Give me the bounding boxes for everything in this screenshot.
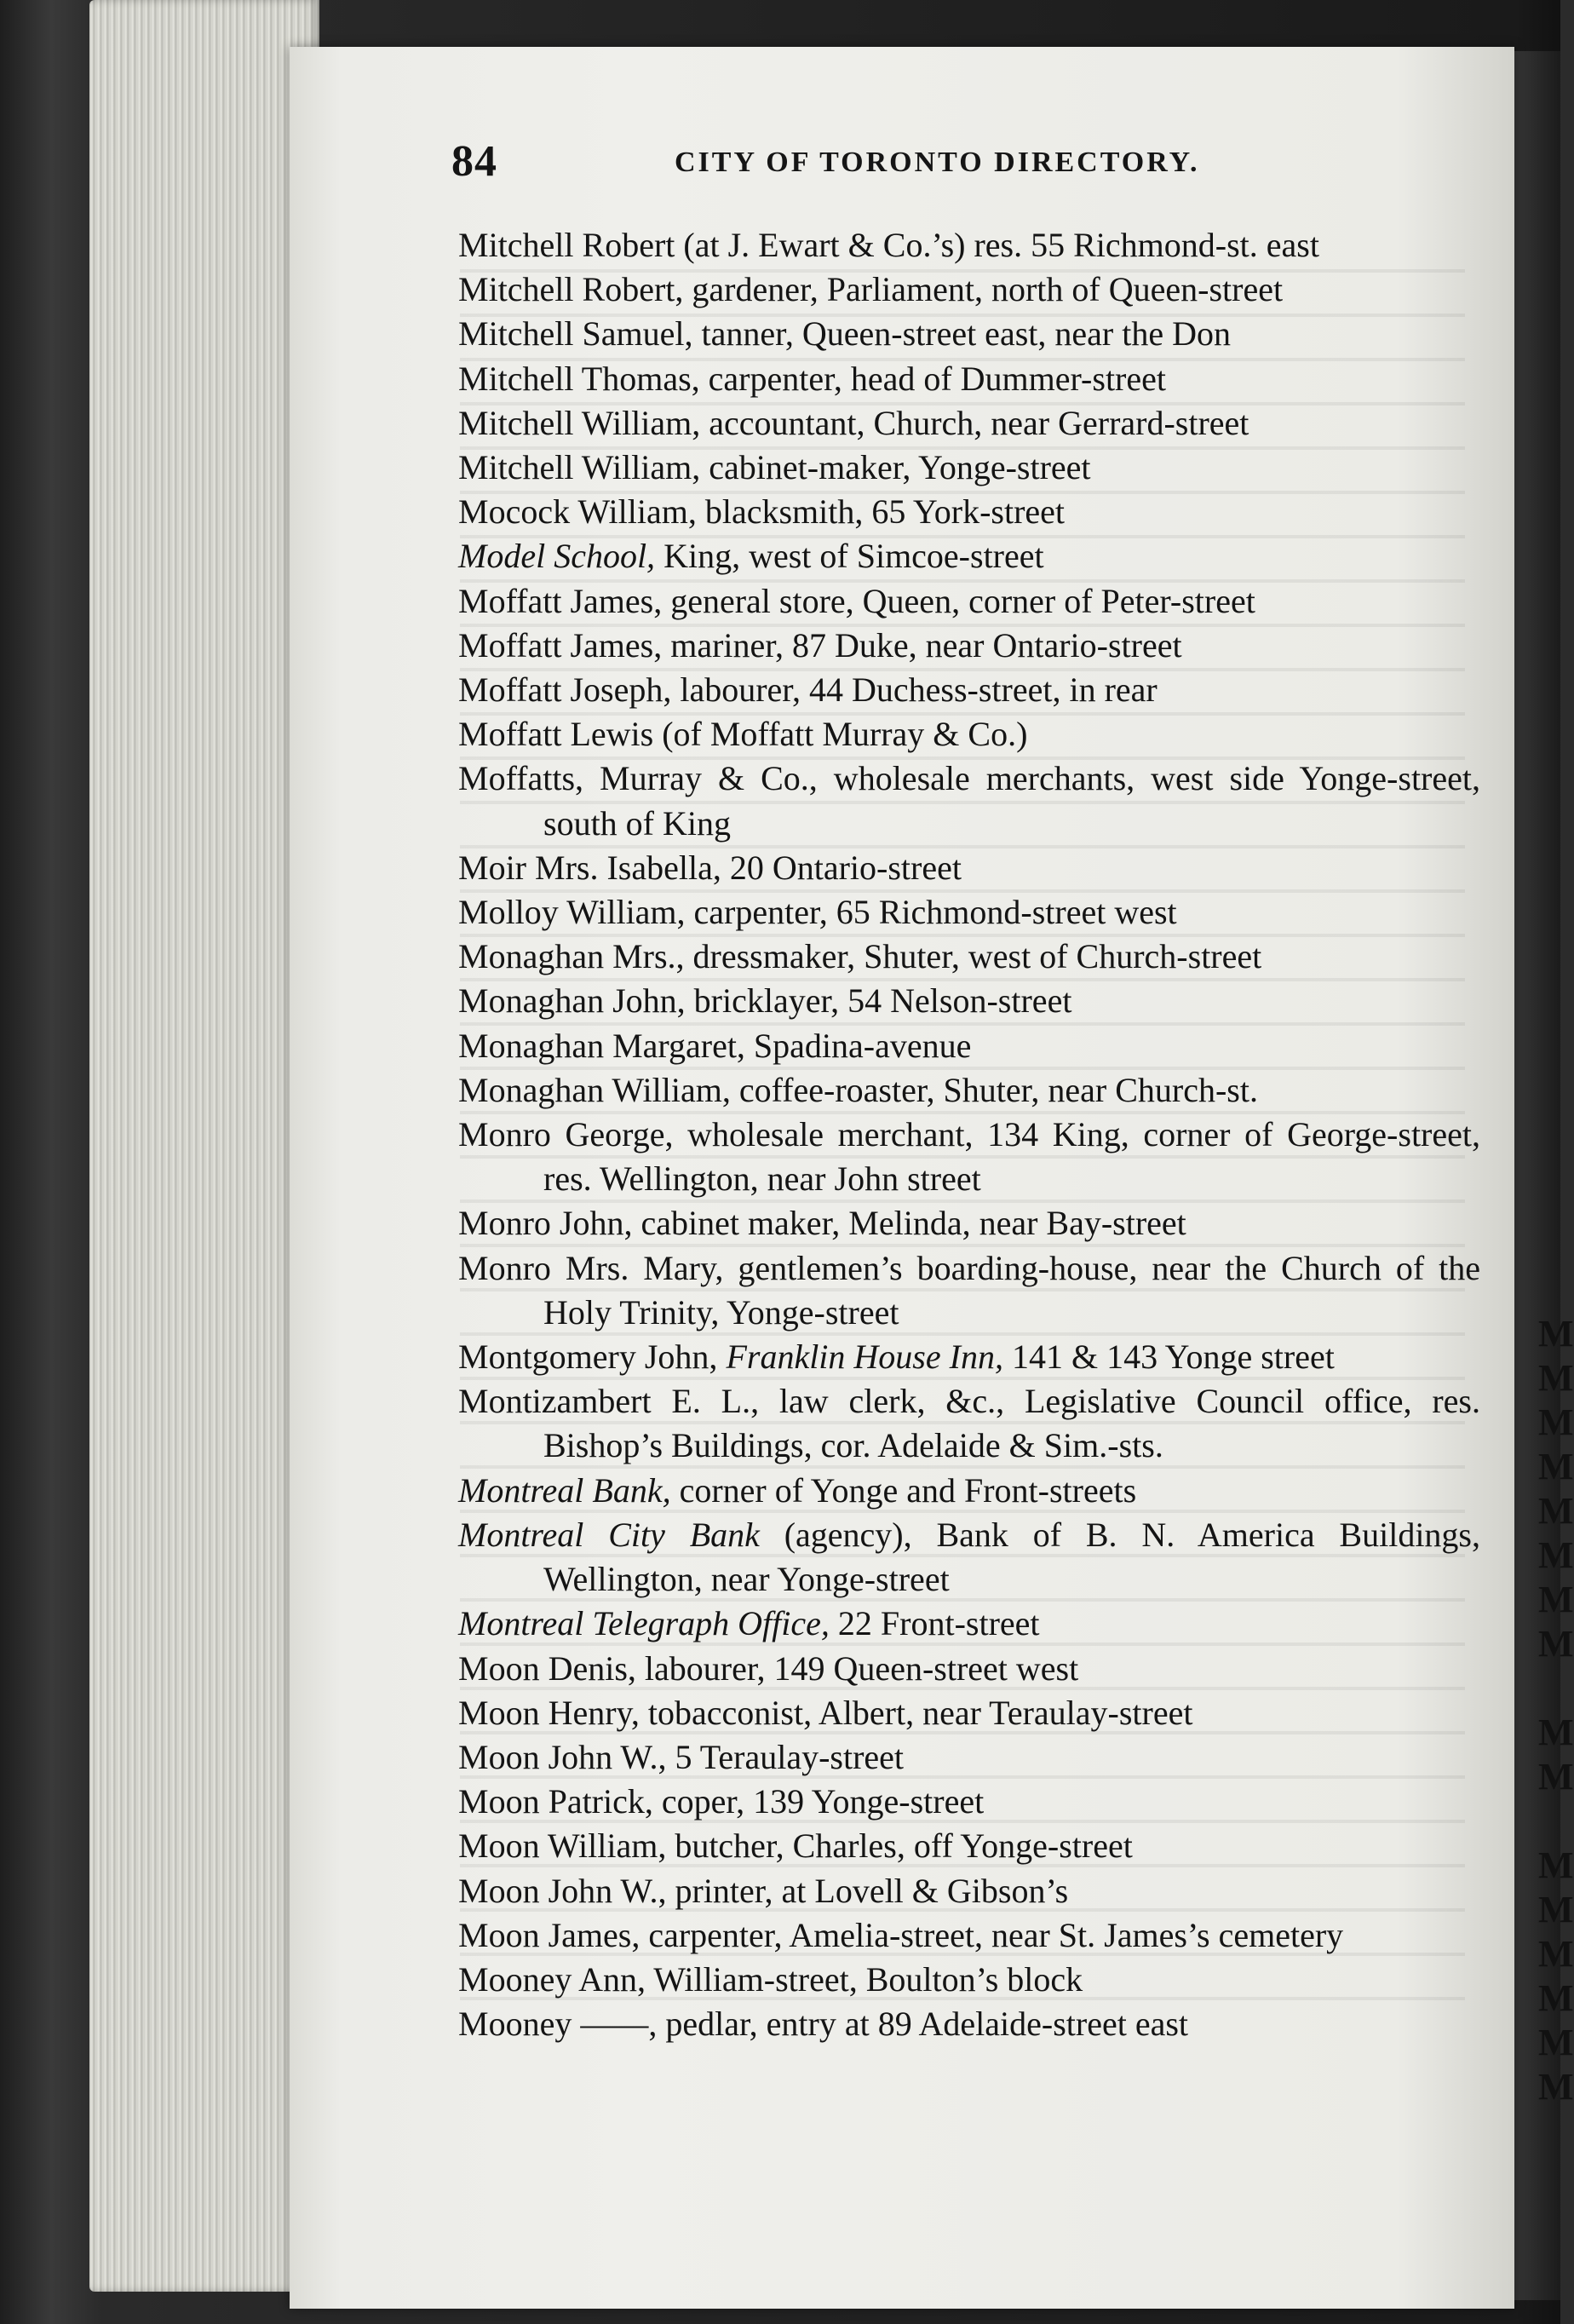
entry-italic-text: Model School,	[458, 537, 656, 576]
directory-entry	[458, 579, 1480, 624]
directory-entry	[458, 935, 1480, 979]
directory-entry	[458, 668, 1480, 712]
directory-entry	[458, 890, 1480, 935]
directory-entry	[458, 2002, 1480, 2046]
facing-page-letter: M	[1538, 1490, 1574, 1532]
facing-page-letter: M	[1538, 1756, 1574, 1798]
directory-entry	[458, 357, 1480, 401]
entry-text: (agency), Bank of B. N. America Buildings, Wellington, near Yonge-street	[543, 1515, 1480, 1599]
entry-text: Moffatt Joseph, labourer, 44 Duchess-street, in rear	[458, 670, 1158, 710]
entry-text: Monro John, cabinet maker, Melinda, near Bay-street	[458, 1204, 1186, 1243]
entry-text: Montgomery John,	[458, 1337, 727, 1377]
entry-text: Monaghan Margaret, Spadina-avenue	[458, 1026, 972, 1065]
directory-entry	[458, 1335, 1480, 1379]
entry-text: Moffatt Lewis (of Moffatt Murray & Co.)	[458, 715, 1028, 754]
directory-entry	[458, 267, 1480, 312]
facing-page-letter: M	[1538, 1579, 1574, 1620]
entry-italic-text: Montreal City Bank	[458, 1515, 760, 1554]
directory-entry	[458, 490, 1480, 534]
directory-entry	[458, 1735, 1480, 1780]
entry-italic-text: Franklin House Inn,	[726, 1337, 1003, 1377]
entry-text: Mocock William, blacksmith, 65 York-street	[458, 492, 1066, 532]
facing-page-margin	[1533, 1312, 1574, 2164]
entry-text: Moffatt James, mariner, 87 Duke, near Ontario-street	[458, 625, 1182, 664]
facing-page-letter: M	[1538, 2066, 1574, 2108]
directory-entry	[458, 1647, 1480, 1691]
facing-page-letter: M	[1538, 2022, 1574, 2063]
entry-text: Mitchell Samuel, tanner, Queen-street east, near the Don	[458, 314, 1231, 354]
directory-entry	[458, 1469, 1480, 1513]
facing-page-letter: M	[1538, 1534, 1574, 1576]
entry-text: Moffatt James, general store, Queen, corner of Peter-street	[458, 581, 1255, 620]
directory-entry	[458, 1602, 1480, 1646]
directory-entry	[458, 1246, 1480, 1335]
directory-entry	[458, 712, 1480, 756]
entry-text: corner of Yonge and Front-streets	[670, 1470, 1137, 1510]
entry-text: Moon Denis, labourer, 149 Queen-street west	[458, 1648, 1079, 1688]
entry-text: Moon John W., 5 Teraulay-street	[458, 1737, 905, 1776]
directory-entry	[458, 1201, 1480, 1245]
entry-text: Mooney Ann, William-street, Boulton’s block	[458, 1959, 1083, 1999]
entry-text: Moon Henry, tobacconist, Albert, near Teraulay-street	[458, 1693, 1193, 1732]
directory-entry	[458, 446, 1480, 490]
facing-page-letter: M	[1538, 1401, 1574, 1443]
directory-entries	[458, 223, 1480, 2046]
directory-entry	[458, 1913, 1480, 1958]
entry-text: Mitchell William, accountant, Church, near Gerrard-street	[458, 403, 1249, 442]
directory-entry	[458, 312, 1480, 356]
directory-entry	[458, 1113, 1480, 1201]
facing-page-letter: M	[1538, 1313, 1574, 1355]
entry-text: Moffatts, Murray & Co., wholesale merchants, west side Yonge-street, south of King	[458, 759, 1480, 843]
entry-text: Mooney ——, pedlar, entry at 89 Adelaide-street east	[458, 2005, 1189, 2044]
directory-entry	[458, 1024, 1480, 1068]
entry-text: Monaghan John, bricklayer, 54 Nelson-street	[458, 981, 1072, 1021]
entry-text: Mitchell Robert, gardener, Parliament, north of Queen-street	[458, 270, 1284, 309]
directory-entry	[458, 1068, 1480, 1113]
directory-entry	[458, 534, 1480, 578]
book-page-edges	[89, 0, 319, 2292]
entry-text: Moon James, carpenter, Amelia-street, near St. James’s cemetery	[458, 1915, 1344, 1954]
facing-page-letter: M	[1538, 1446, 1574, 1487]
directory-entry	[458, 846, 1480, 890]
entry-text: Moon John W., printer, at Lovell & Gibson’s	[458, 1871, 1069, 1910]
entry-text: Monro Mrs. Mary, gentlemen’s boarding-house, near the Church of the Holy Trinity, Yonge-street	[458, 1248, 1480, 1332]
facing-page-letter: M	[1538, 1711, 1574, 1753]
directory-entry	[458, 979, 1480, 1023]
entry-text: Moir Mrs. Isabella, 20 Ontario-street	[458, 848, 962, 887]
entry-italic-text: Montreal Bank,	[458, 1470, 671, 1510]
entry-text: Molloy William, carpenter, 65 Richmond-street west	[458, 893, 1177, 932]
directory-entry	[458, 401, 1480, 446]
directory-entry	[458, 1513, 1480, 1602]
facing-page-letter: M	[1538, 1933, 1574, 1975]
directory-entry	[458, 1379, 1480, 1468]
facing-page-letter: M	[1538, 1357, 1574, 1399]
facing-page-letter: M	[1538, 1623, 1574, 1665]
directory-entry	[458, 1691, 1480, 1735]
entry-text: Monaghan Mrs., dressmaker, Shuter, west of Church-street	[458, 937, 1262, 976]
page-number: 84	[451, 137, 497, 186]
directory-entry	[458, 1958, 1480, 2002]
running-head: CITY OF TORONTO DIRECTORY.	[675, 147, 1200, 178]
directory-entry	[458, 1824, 1480, 1868]
entry-text: Moon Patrick, coper, 139 Yonge-street	[458, 1782, 985, 1821]
entry-text: Mitchell William, cabinet-maker, Yonge-street	[458, 448, 1091, 487]
directory-entry	[458, 1780, 1480, 1824]
entry-text: 141 & 143 Yonge street	[1002, 1337, 1335, 1377]
entry-text: 22 Front-street	[829, 1604, 1040, 1643]
page-header	[451, 136, 1431, 187]
entry-text: Mitchell Thomas, carpenter, head of Dummer-street	[458, 359, 1166, 398]
directory-entry	[458, 756, 1480, 845]
entry-text: Mitchell Robert (at J. Ewart & Co.’s) res. 55 Richmond-st. east	[458, 226, 1319, 264]
entry-italic-text: Montreal Telegraph Office,	[458, 1604, 830, 1643]
entry-text: Monaghan William, coffee-roaster, Shuter, near Church-st.	[458, 1070, 1258, 1109]
directory-entry	[458, 223, 1480, 267]
facing-page-letter: M	[1538, 1889, 1574, 1930]
entry-text: Montizambert E. L., law clerk, &c., Legislative Council office, res. Bishop’s Buildings, cor. Adelaide & Sim.-sts.	[458, 1382, 1480, 1465]
directory-entry	[458, 624, 1480, 668]
directory-entry	[458, 1869, 1480, 1913]
entry-text: Monro George, wholesale merchant, 134 King, corner of George-street, res. Wellington, near John street	[458, 1115, 1480, 1199]
entry-text: Moon William, butcher, Charles, off Yonge-street	[458, 1826, 1133, 1866]
entry-text: King, west of Simcoe-street	[655, 537, 1044, 576]
facing-page-letter: M	[1538, 1844, 1574, 1886]
facing-page-letter: M	[1538, 1977, 1574, 2019]
